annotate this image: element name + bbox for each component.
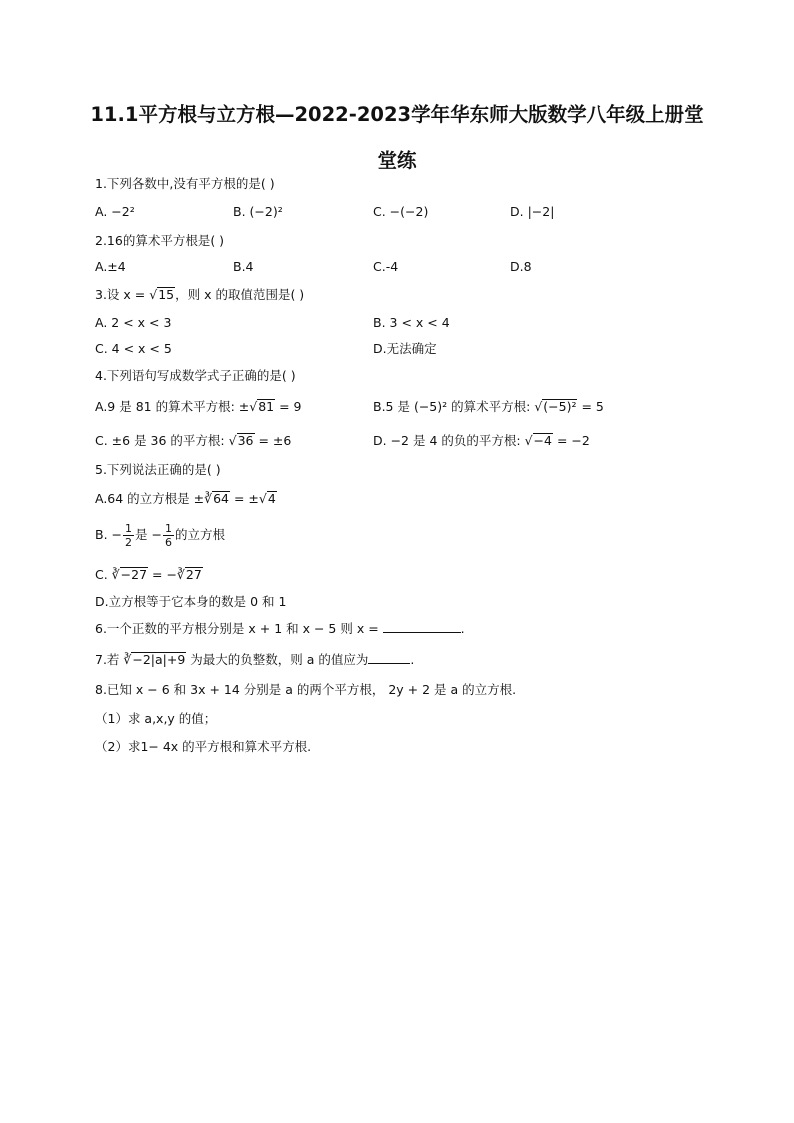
fraction <box>163 522 174 549</box>
sqrt-sign: √4 <box>258 491 276 506</box>
question-8-sub-1: （1）求 a,x,y 的值； <box>95 711 217 726</box>
question-6-text: 6.一个正数的平方根分别是 x + 1 和 x − 5 则 x = <box>95 621 383 636</box>
question-3-stem <box>95 285 304 305</box>
option-c-radicand-2: 27 <box>185 567 202 582</box>
question-5-option-a <box>95 489 277 509</box>
option-c-radicand: 36 <box>237 433 254 448</box>
option-a-radicand: 64 <box>213 491 230 506</box>
question-1-option-a: A. −2² <box>95 204 135 219</box>
option-b-text: B.5 是 (−5)² 的算术平方根: <box>373 399 535 414</box>
option-c-mid: = −∛ <box>148 567 185 582</box>
question-4-option-b <box>373 397 604 417</box>
title-line-2: 堂练 <box>377 149 417 172</box>
question-1-option-d: D. |−2| <box>510 204 555 219</box>
option-a-text: A.9 是 81 的算术平方根: ± <box>95 399 250 414</box>
title-line-1: 11.1平方根与立方根—2022-2023学年华东师大版数学八年级上册堂 <box>90 103 704 126</box>
question-4-option-c <box>95 431 291 451</box>
question-5-option-d: D.立方根等于它本身的数是 0 和 1 <box>95 594 287 609</box>
sqrt-sign: √81 <box>249 399 275 414</box>
question-3-stem-pre: 3.设 x = <box>95 287 150 302</box>
sqrt-sign: √(−5)² <box>534 399 577 414</box>
fraction-numerator: 1 <box>164 522 172 535</box>
option-b-mid: 是 − <box>135 527 162 542</box>
sqrt-sign: √15 <box>149 287 175 302</box>
question-6-stem <box>95 619 465 639</box>
option-c-text: C. ∛ <box>95 567 120 582</box>
option-d-result: = −2 <box>552 433 590 448</box>
option-a-radicand: 81 <box>258 399 275 414</box>
question-8-sub-2: （2）求1− 4x 的平方根和算术平方根. <box>95 739 312 754</box>
page-title <box>60 92 734 184</box>
sqrt-sign: √36 <box>228 433 254 448</box>
question-2-option-b: B.4 <box>233 259 254 274</box>
option-a-mid: = ± <box>230 491 259 506</box>
sqrt-sign: √−4 <box>524 433 552 448</box>
question-1-stem: 1.下列各数中,没有平方根的是( ) <box>95 176 275 191</box>
option-a-text: A.64 的立方根是 ±∛ <box>95 491 213 506</box>
question-1-option-b: B. (−2)² <box>233 204 283 219</box>
option-c-text: C. ±6 是 36 的平方根: <box>95 433 229 448</box>
answer-blank[interactable] <box>383 620 461 633</box>
fraction-denominator: 2 <box>125 536 132 549</box>
question-3-option-d: D.无法确定 <box>373 341 437 356</box>
question-2-stem: 2.16的算术平方根是( ) <box>95 233 225 248</box>
option-b-radicand: (−5)² <box>543 399 577 414</box>
option-d-radicand: −4 <box>533 433 552 448</box>
option-d-text: D. −2 是 4 的负的平方根: <box>373 433 525 448</box>
question-2-option-d: D.8 <box>510 259 532 274</box>
question-3-option-c: C. 4 < x < 5 <box>95 341 172 356</box>
question-7-end: . <box>410 652 415 667</box>
question-5-option-c <box>95 565 203 585</box>
fraction <box>123 522 134 549</box>
question-3-option-b: B. 3 < x < 4 <box>373 315 450 330</box>
question-3-stem-post: ，则 x 的取值范围是( ) <box>175 287 305 302</box>
option-b-result: = 5 <box>577 399 604 414</box>
question-8-stem: 8.已知 x − 6 和 3x + 14 分别是 a 的两个平方根， 2y + 2 是 a 的立方根. <box>95 682 517 697</box>
question-1-option-c: C. −(−2) <box>373 204 429 219</box>
fraction-denominator: 6 <box>164 536 172 549</box>
option-c-result: = ±6 <box>254 433 292 448</box>
question-4-option-d <box>373 431 590 451</box>
question-4-stem: 4.下列语句写成数学式子正确的是( ) <box>95 368 296 383</box>
question-3-option-a: A. 2 < x < 3 <box>95 315 172 330</box>
question-5-stem: 5.下列说法正确的是( ) <box>95 462 221 477</box>
answer-blank[interactable] <box>368 651 410 664</box>
question-7-text: 7.若 ∛ <box>95 652 132 667</box>
option-b-text: B. − <box>95 527 122 542</box>
question-2-option-a: A.±4 <box>95 259 126 274</box>
question-5-option-b <box>95 522 225 549</box>
option-b-post: 的立方根 <box>174 527 225 542</box>
option-c-radicand: −27 <box>120 567 148 582</box>
question-2-option-c: C.-4 <box>373 259 399 274</box>
option-a-radicand-2: 4 <box>267 491 276 506</box>
fraction-numerator: 1 <box>125 522 132 535</box>
option-a-result: = 9 <box>275 399 302 414</box>
question-7-stem <box>95 650 414 670</box>
question-7-post: 为最大的负整数，则 a 的值应为 <box>186 652 369 667</box>
question-7-radicand: −2|a|+9 <box>132 652 186 667</box>
question-4-option-a <box>95 397 302 417</box>
question-6-end: . <box>460 621 465 636</box>
question-3-radicand: 15 <box>158 287 175 302</box>
